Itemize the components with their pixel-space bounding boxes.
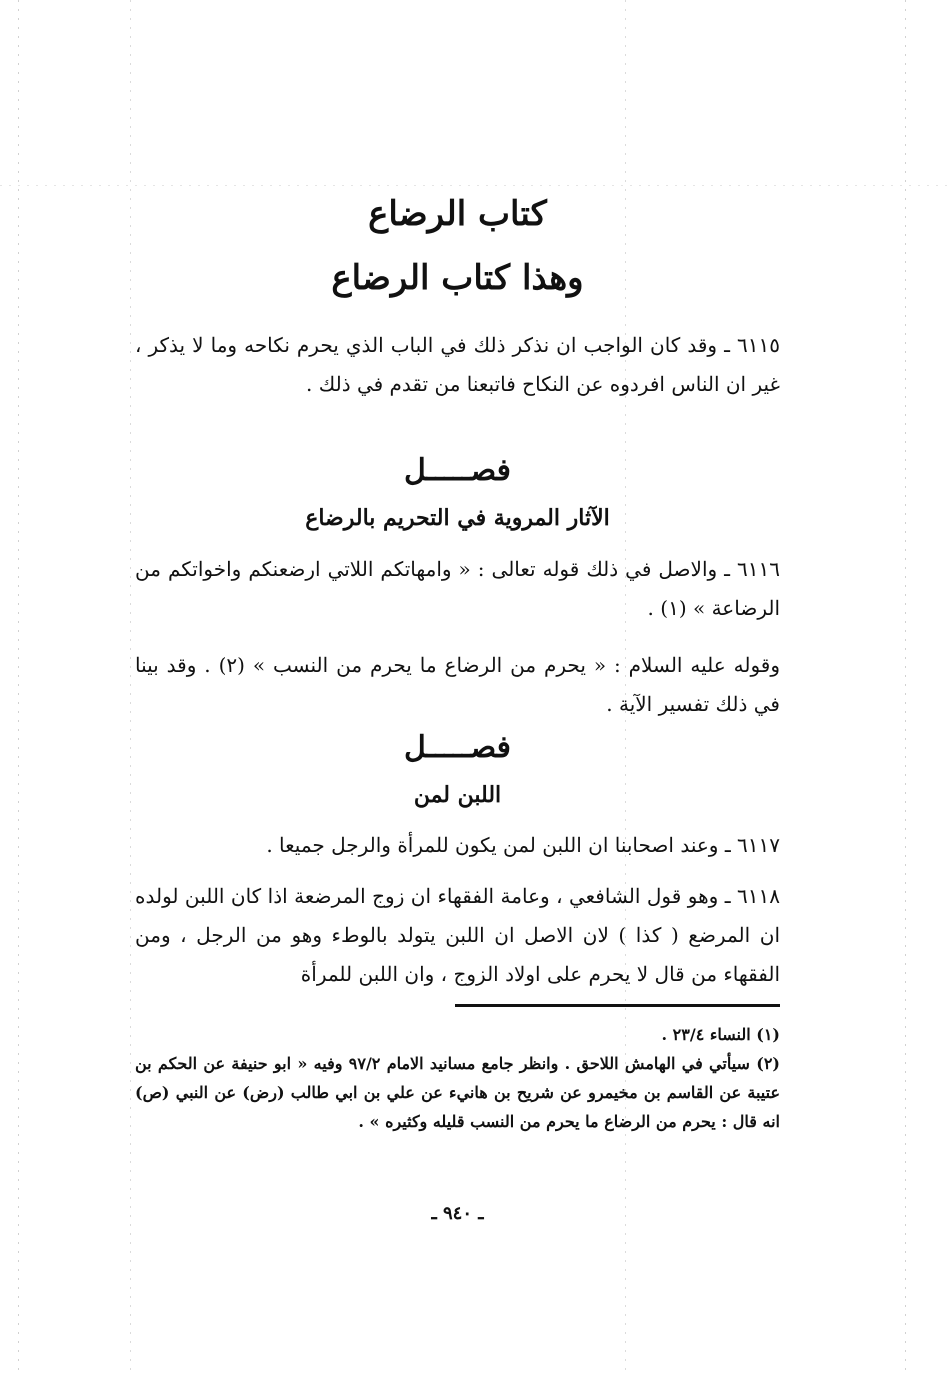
fasl-heading-2: فصـــــل — [403, 730, 512, 765]
footnotes — [135, 1020, 780, 1136]
page-number: ـ ٩٤٠ ـ — [431, 1203, 484, 1224]
paragraph-6118-block — [135, 877, 780, 994]
paragraph-6118: ٦١١٨ ـ وهو قول الشافعي ، وعامة الفقهاء ان زوج المرضعة اذا كان اللبن لولده ان المرضع ( كذا ) لان الاصل ان اللبن يتولد بالوطء وهو من الرجل ، ومن الفقهاء من قال لا يحرم على اولاد الزوج ، وان اللبن للمرأة — [135, 884, 780, 986]
paragraph-hadith-block — [135, 646, 780, 724]
paragraph-6115-block — [135, 326, 780, 404]
footnote-1: (١) النساء ٢٣/٤ . — [661, 1025, 780, 1044]
fasl-2-subtitle: اللبن لمن — [413, 782, 502, 808]
fasl-1-subtitle: الآثار المروية في التحريم بالرضاع — [305, 505, 610, 531]
footnote-separator — [455, 1004, 780, 1007]
footnote-2: (٢) سيأتي في الهامش اللاحق . وانظر جامع مسانيد الامام ٩٧/٢ وفيه « ابو حنيفة عن الحكم بن عتيبة عن القاسم بن مخيمرو عن شريح بن هانيء عن علي بن ابي طالب (رض) عن النبي (ص) انه قال : يحرم من الرضاع ما يحرم من النسب قليله وكثيره » . — [135, 1054, 780, 1131]
paragraph-hadith: وقوله عليه السلام : « يحرم من الرضاع ما يحرم من النسب » (٢) . وقد بينا في ذلك تفسير الآية . — [135, 653, 780, 716]
paragraph-6116: ٦١١٦ ـ والاصل في ذلك قوله تعالى : « وامهاتكم اللاتي ارضعنكم واخواتكم من الرضاعة » (١) . — [135, 557, 780, 620]
fasl-heading-1: فصـــــل — [403, 453, 512, 488]
paragraph-6117-block — [135, 826, 780, 865]
paragraph-6117: ٦١١٧ ـ وعند اصحابنا ان اللبن لمن يكون للمرأة والرجل جميعا . — [266, 833, 780, 857]
paragraph-6115: ٦١١٥ ـ وقد كان الواجب ان نذكر ذلك في الباب الذي يحرم نكاحه وما لا يذكر ، غير ان الناس افردوه عن النكاح فاتبعنا من تقدم في ذلك . — [135, 333, 780, 396]
paragraph-6116-block — [135, 550, 780, 628]
section-title: وهذا كتاب الرضاع — [331, 258, 584, 298]
book-title: كتاب الرضاع — [368, 194, 547, 234]
